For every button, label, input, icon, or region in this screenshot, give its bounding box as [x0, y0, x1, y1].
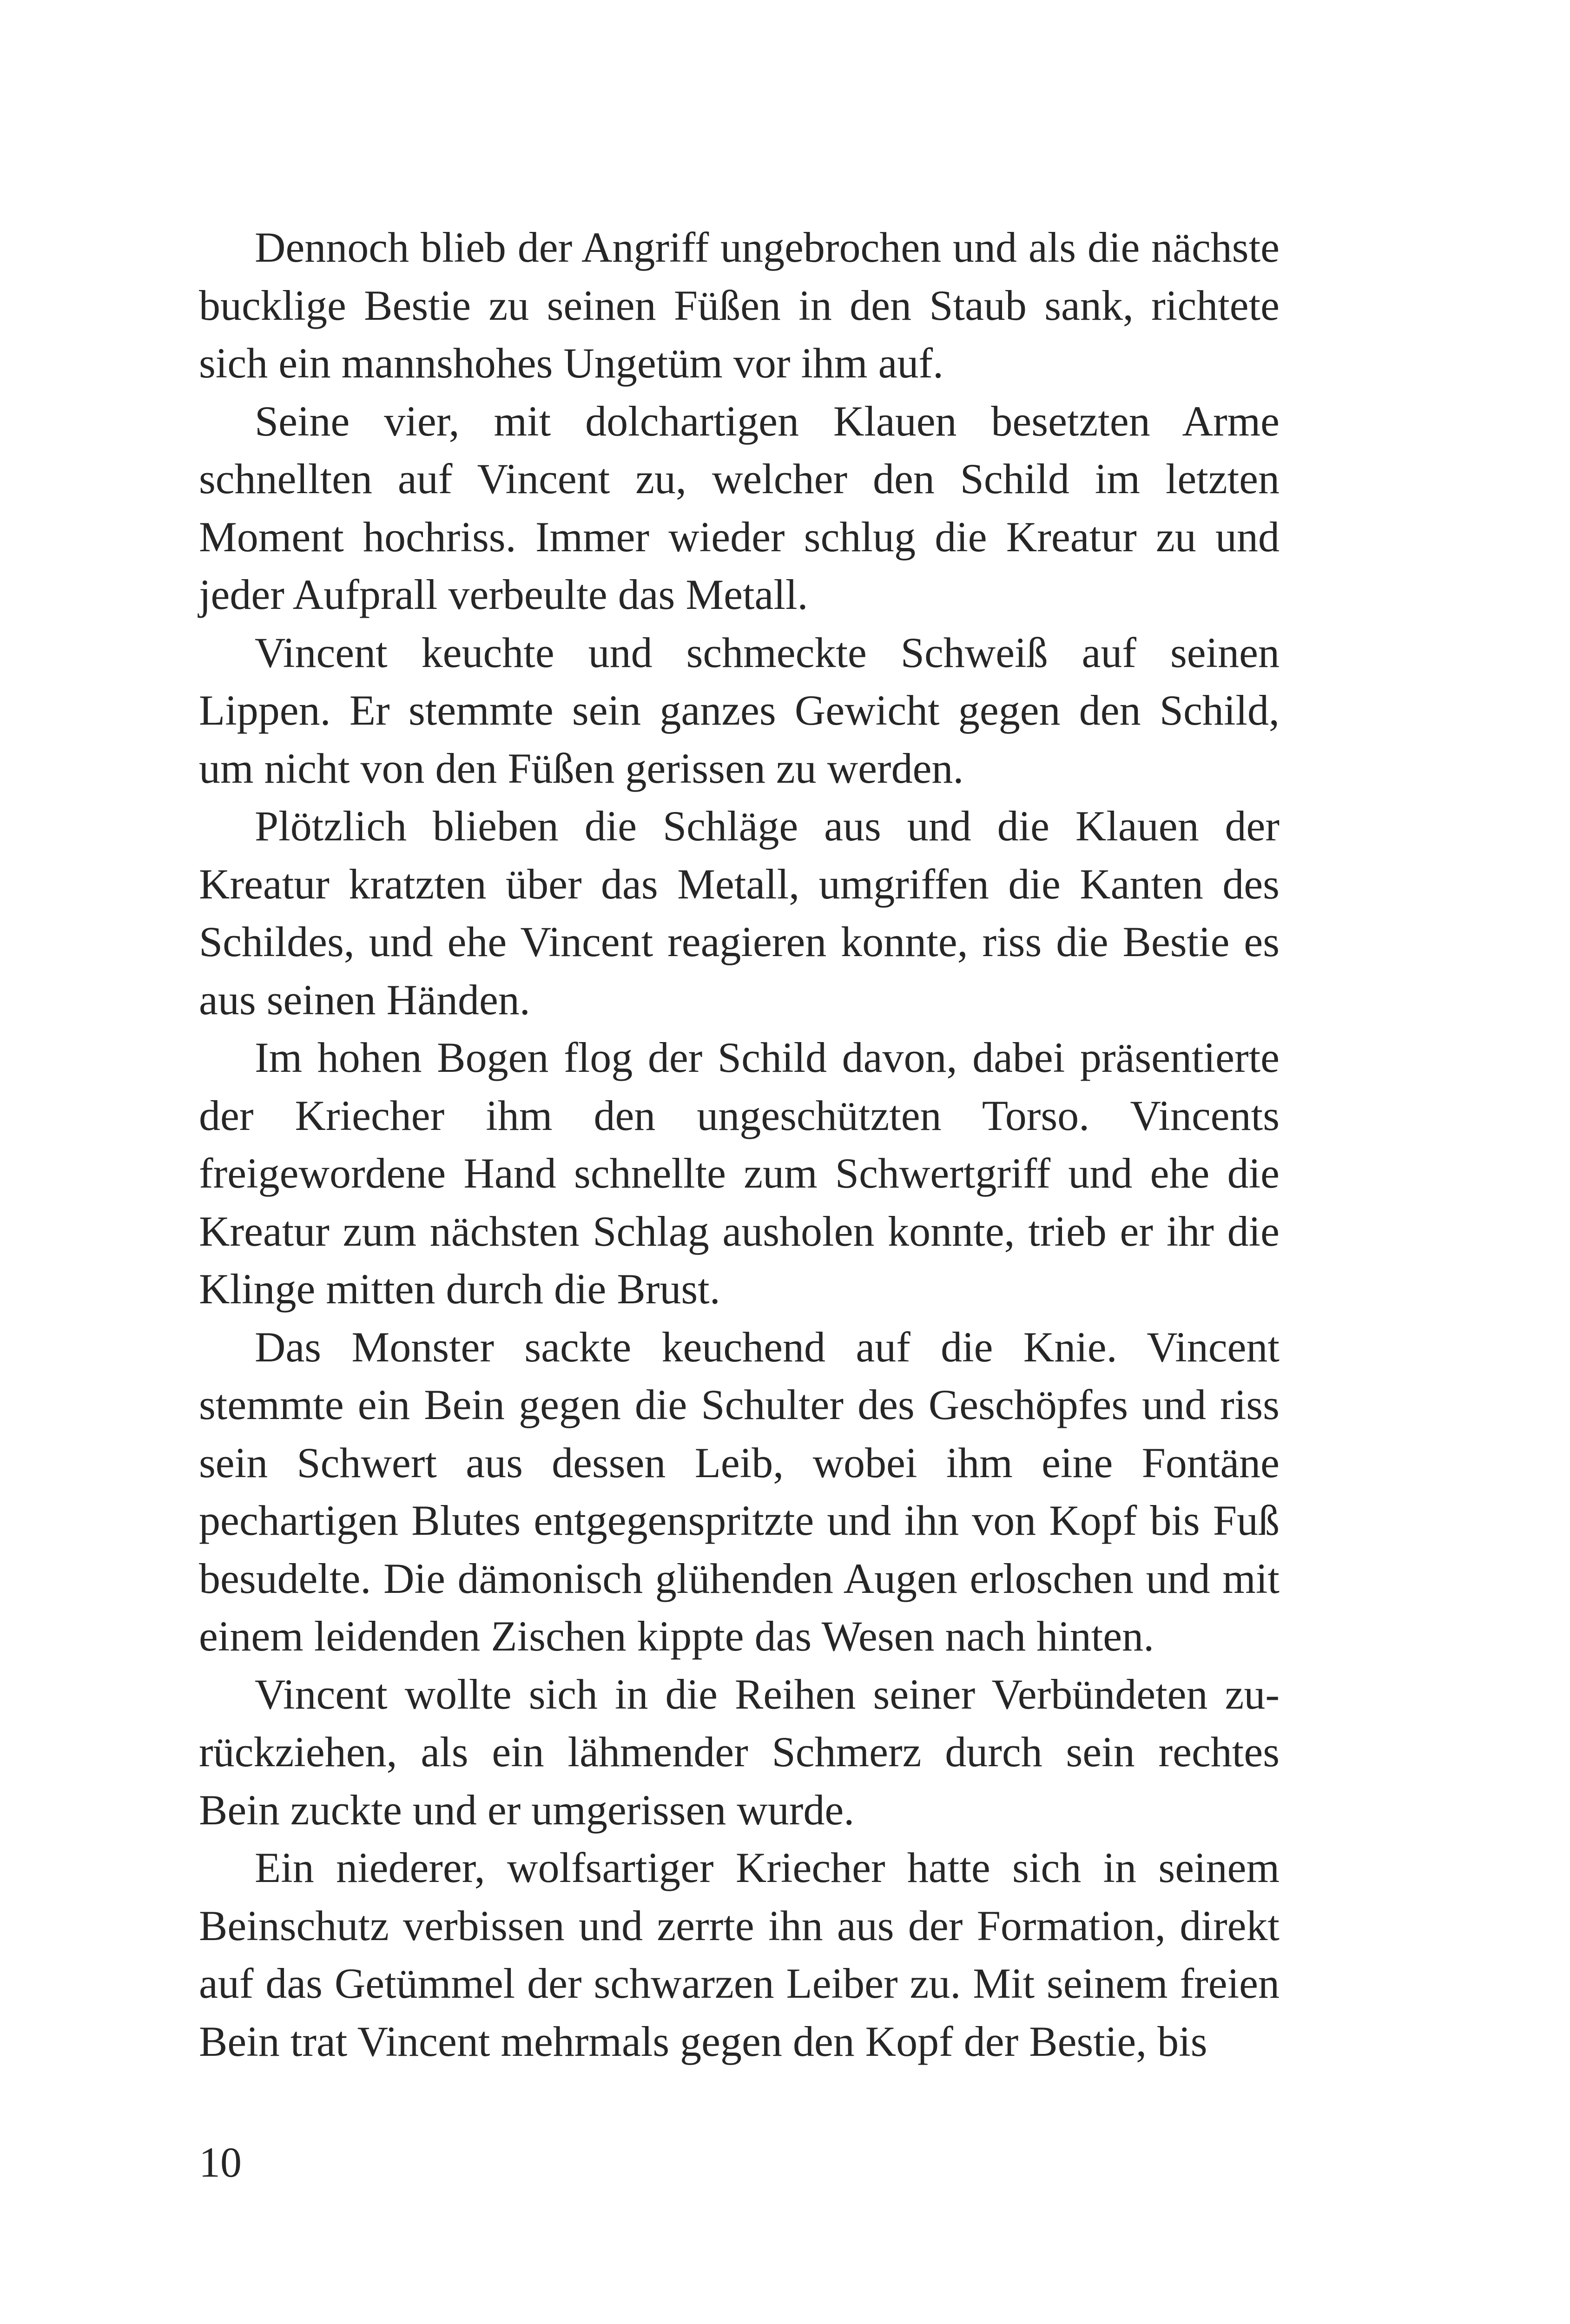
- paragraph-6: Das Monster sackte keuchend auf die Knie. Vincent stemmte ein Bein gegen die Schulter des Geschöpfes und riss sein Schwert aus dessen Leib, wobei ihm eine Fontäne pechartigen Blutes entgegenspritzte und ihn von Kopf bis Fuß besudelte. Die dämonisch glühenden Augen erloschen und mit einem leidenden Zischen kippte das Wesen nach hinten.: [199, 1323, 1280, 1660]
- page-number: 10: [199, 2139, 242, 2186]
- paragraph-5: Im hohen Bogen flog der Schild davon, dabei präsentierte der Kriecher ihm den ungeschützten Torso. Vincents freigewordene Hand schnellte zum Schwertgriff und ehe die Kreatur zum nächsten Schlag ausholen konnte, trieb er ihr die Klinge mitten durch die Brust.: [199, 1034, 1280, 1313]
- paragraph-2: Seine vier, mit dolchartigen Klauen besetzten Arme schnellten auf Vincent zu, welcher den Schild im letzten Moment hochriss. Immer wieder schlug die Kreatur zu und jeder Aufprall verbeulte das Metall.: [199, 397, 1280, 618]
- paragraph-3: Vincent keuchte und schmeckte Schweiß auf seinen Lippen. Er stemmte sein ganzes Gewicht gegen den Schild, um nicht von den Füßen gerissen zu werden.: [199, 628, 1280, 792]
- paragraph-8: Ein niederer, wolfsartiger Kriecher hatte sich in seinem Beinschutz verbissen und zerrte ihn aus der Formation, direkt auf das Getümmel der schwarzen Leiber zu. Mit seinem freien Bein trat Vincent mehrmals gegen den Kopf der Bestie, bis: [199, 1844, 1280, 2065]
- paragraph-1: Dennoch blieb der Angriff ungebrochen und als die nächste bucklige Bestie zu seinen Füßen in den Staub sank, richtete sich ein mannshohes Ungetüm vor ihm auf.: [199, 224, 1280, 387]
- body-text: [199, 218, 1280, 2070]
- paragraph-7: Vincent wollte sich in die Reihen seiner Verbündeten zurückziehen, als ein lähmender Schmerz durch sein rechtes Bein zuckte und er umgerissen wurde.: [199, 1670, 1280, 1834]
- paragraph-4: Plötzlich blieben die Schläge aus und die Klauen der Kreatur kratzten über das Metall, umgriffen die Kanten des Schildes, und ehe Vincent reagieren konnte, riss die Bestie es aus seinen Händen.: [199, 802, 1280, 1023]
